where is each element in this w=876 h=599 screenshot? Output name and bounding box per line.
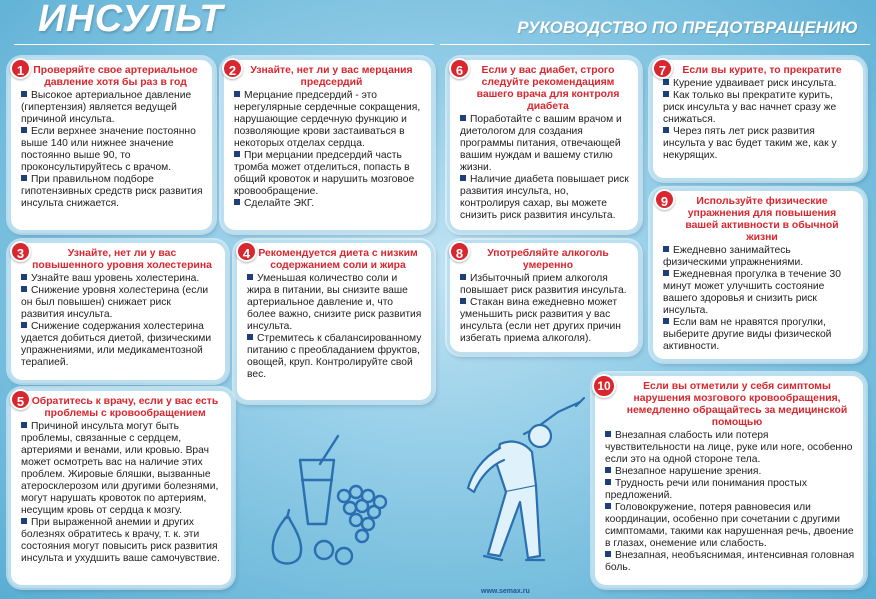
card-list xyxy=(21,421,223,565)
list-item: Снижение содержания холестерина удается добиться диетой, физическими упражнениями, или медикаментозной терапией. xyxy=(21,321,217,369)
card-diabetes xyxy=(447,57,641,233)
list-item: Если верхнее значение постоянно выше 140 или нижнее значение постоянно выше 90, то проконсультируйтесь с врачом. xyxy=(21,126,204,174)
footer-url: www.semax.ru xyxy=(481,588,530,595)
card-list xyxy=(605,430,855,574)
pear-icon xyxy=(273,517,301,564)
list-item: Поработайте с вашим врачом и диетологом для создания программы питания, отвечающей вашим нуждам и вашему стилю жизни. xyxy=(460,114,630,174)
step-number-6: 6 xyxy=(449,58,470,79)
card-title: Узнайте, нет ли у вас повышенного уровня холестерина xyxy=(32,248,212,271)
card-cholesterol xyxy=(8,240,228,383)
card-diet xyxy=(234,240,434,403)
list-item: Ежедневная прогулка в течение 30 минут может улучшить состояние вашего здоровья и снизить риск инсульта. xyxy=(663,269,855,317)
list-item: Стремитесь к сбалансированному питанию с преобладанием фруктов, овощей, круп. Контролируйте свой вес. xyxy=(247,333,422,380)
card-smoking xyxy=(650,57,866,181)
page-subtitle: РУКОВОДСТВО ПО ПРЕДОТВРАЩЕНИЮ xyxy=(517,18,858,37)
card-alcohol xyxy=(447,240,641,355)
step-number-9: 9 xyxy=(654,189,675,210)
list-item: Избыточный прием алкоголя повышает риск развития инсульта. xyxy=(460,273,630,297)
list-item: При правильном подборе гипотензивных средств риск развития инсульта снижается. xyxy=(21,174,203,209)
card-list xyxy=(663,245,855,353)
list-item: Причиной инсульта могут быть проблемы, связанные с сердцем, артериями и венами, или кровью. Врач может осмотреть вас на наличие этих проблем. Жировые бляшки, вызванные атеросклерозом или другими болезнями, могут нарушать кровоток по артериям, несущим кровь от сердца к мозгу. xyxy=(21,421,223,517)
list-item: Через пять лет риск развития инсульта у вас будет таким же, как у некурящих. xyxy=(663,126,855,162)
card-list xyxy=(21,90,204,210)
step-number-3: 3 xyxy=(10,241,31,262)
card-stroke-symptoms xyxy=(592,373,866,588)
card-circulation xyxy=(8,388,234,588)
step-number-8: 8 xyxy=(449,241,470,262)
head-icon xyxy=(529,425,551,447)
exercising-man-illustration xyxy=(440,392,590,572)
list-item: Внезапная, необъяснимая, интенсивная головная боль. xyxy=(605,550,855,573)
list-item: Наличие диабета повышает риск развития инсульта, но, контролируя сахар, вы можете снизить риск развития инсульта. xyxy=(460,174,629,221)
card-title: Узнайте, нет ли у вас мерцания предсердий xyxy=(250,65,413,88)
torso-icon xyxy=(496,442,536,492)
card-title: Проверяйте свое артериальное давление хотя бы раз в год xyxy=(33,65,198,88)
step-number-1: 1 xyxy=(10,58,31,79)
step-number-5: 5 xyxy=(10,389,31,410)
card-title: Если у вас диабет, строго следуйте рекомендациям вашего врача для контроля диабета xyxy=(476,65,620,112)
leg-icon xyxy=(488,486,540,558)
card-list xyxy=(460,273,630,345)
title-rule xyxy=(14,44,434,45)
card-list xyxy=(247,273,423,381)
page-title: ИНСУЛЬТ xyxy=(38,0,224,40)
list-item: При мерцании предсердий часть тромба может отделиться, попасть в общий кровоток и нарушить мозговое кровообращение. xyxy=(234,150,423,198)
glass-icon xyxy=(300,460,334,524)
list-item: Трудность речи или понимания простых предложений. xyxy=(605,478,855,502)
list-item: При выраженной анемии и других болезнях обратитесь к врачу, т. к. эти состояния могут повысить риск развития инсульта и ухудшить ваше самочувствие. xyxy=(21,517,223,565)
card-title: Если вы курите, то прекратите xyxy=(682,65,842,76)
step-number-2: 2 xyxy=(222,58,243,79)
list-item: Высокое артериальное давление (гипертензия) является ведущей причиной инсульта. xyxy=(21,90,204,126)
card-list xyxy=(663,78,855,162)
card-title: Если вы отметили у себя симптомы нарушения мозгового кровообращения, немедленно обращайтесь за медицинской помощью xyxy=(626,381,848,428)
card-list xyxy=(234,90,423,210)
card-title: Рекомендуется диета с низким содержанием соли и жира xyxy=(258,248,418,271)
list-item: Узнайте ваш уровень холестерина. xyxy=(21,273,217,285)
card-atrial-fibrillation xyxy=(221,57,434,233)
list-item: Ежедневно занимайтесь физическими упражнениями. xyxy=(663,245,855,269)
list-item: Как только вы прекратите курить, риск инсульта у вас начнет сразу же снижаться. xyxy=(663,90,855,126)
step-number-4: 4 xyxy=(236,241,257,262)
step-number-10: 10 xyxy=(592,374,616,398)
list-item: Уменьшая количество соли и жира в питании, вы снизите ваше артериальное давление и, что более важно, снизите риск развития инсульта. xyxy=(247,273,422,332)
card-list xyxy=(460,114,630,222)
list-item: Головокружение, потеря равновесия или координации, особенно при сочетании с другими симптомами, такими как нарушенная речь, двоение в глазах, онемение или слабость. xyxy=(605,502,854,549)
card-list xyxy=(21,273,217,369)
subtitle-rule xyxy=(440,44,870,45)
list-item: Сделайте ЭКГ. xyxy=(234,198,423,210)
list-item: Внезапное нарушение зрения. xyxy=(605,466,855,478)
list-item: Мерцание предсердий - это нерегулярные сердечные сокращения, нарушающие сердечную функцию и позволяющие крови застаиваться в некоторых отделах сердца. xyxy=(234,90,423,150)
step-number-7: 7 xyxy=(652,58,673,79)
list-item: Стакан вина ежедневно может уменьшить риск развития у вас инсульта (если нет других причин избегать приема алкоголя). xyxy=(460,297,630,345)
card-physical-activity xyxy=(650,188,866,362)
list-item: Курение удваивает риск инсульта. xyxy=(663,78,855,90)
list-item: Снижение уровня холестерина (если он был повышен) снижает риск развития инсульта. xyxy=(21,285,217,321)
list-item: Внезапная слабость или потеря чувствительности на лице, руке или ноге, особенно если это на одной стороне тела. xyxy=(605,430,855,466)
header xyxy=(0,0,876,46)
card-title: Употребляйте алкоголь умеренно xyxy=(487,248,609,271)
card-blood-pressure xyxy=(8,57,215,233)
grape-icon xyxy=(338,490,350,502)
apple-icon xyxy=(315,541,333,559)
list-item: Если вам не нравятся прогулки, выберите другие виды физической активности. xyxy=(663,317,855,353)
card-title: Обратитесь к врачу, если у вас есть проблемы с кровообращением xyxy=(31,396,219,419)
healthy-food-illustration xyxy=(262,432,402,572)
card-title: Используйте физические упражнения для повышения вашей активности в обычной жизни xyxy=(685,196,839,243)
